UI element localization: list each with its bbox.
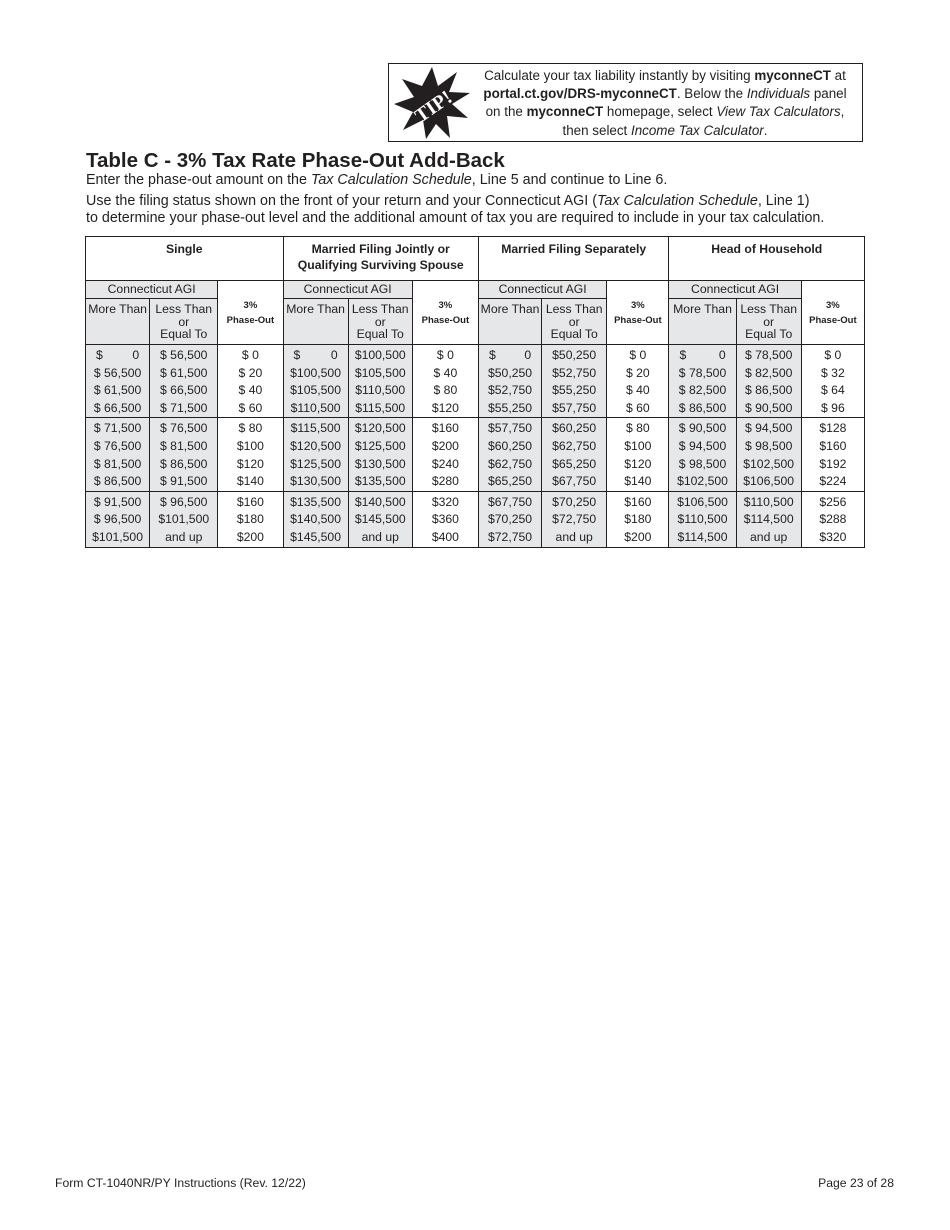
more-than-cell: $57,750 bbox=[478, 418, 541, 438]
more-than-cell: $ 71,500 bbox=[86, 418, 150, 438]
intro-paragraph-1: Enter the phase-out amount on the Tax Calculation Schedule, Line 5 and continue to Line 6. bbox=[86, 172, 668, 188]
tip-starburst-icon bbox=[393, 66, 471, 140]
less-than-cell: $ 86,500 bbox=[150, 456, 218, 474]
phase-out-cell: $360 bbox=[412, 511, 478, 529]
phase-out-cell: $160 bbox=[412, 418, 478, 438]
less-than-cell: $67,750 bbox=[542, 473, 607, 491]
phase-out-cell: $ 60 bbox=[607, 400, 669, 418]
less-than-cell: $106,500 bbox=[736, 473, 801, 491]
more-than-header: More Than bbox=[478, 299, 541, 345]
phase-out-cell: $ 40 bbox=[218, 382, 283, 400]
more-than-cell: $101,500 bbox=[86, 529, 150, 547]
more-than-cell: $60,250 bbox=[478, 438, 541, 456]
less-than-cell: and up bbox=[348, 529, 412, 547]
footer-form-id: Form CT-1040NR/PY Instructions (Rev. 12/22) bbox=[55, 1176, 306, 1190]
table-row bbox=[86, 365, 865, 383]
less-than-cell: $60,250 bbox=[542, 418, 607, 438]
phase-out-cell: $200 bbox=[218, 529, 283, 547]
phase-out-cell: $ 0 bbox=[607, 345, 669, 365]
more-than-cell: $ 66,500 bbox=[86, 400, 150, 418]
less-than-cell: $110,500 bbox=[736, 491, 801, 511]
less-than-header: Less Than or Equal To bbox=[736, 299, 801, 345]
less-than-cell: $ 91,500 bbox=[150, 473, 218, 491]
more-than-cell: $110,500 bbox=[669, 511, 736, 529]
phase-out-cell: $200 bbox=[607, 529, 669, 547]
less-than-cell: $ 82,500 bbox=[736, 365, 801, 383]
phase-out-cell: $200 bbox=[412, 438, 478, 456]
agi-label: Connecticut AGI bbox=[669, 281, 801, 299]
less-than-cell: $ 81,500 bbox=[150, 438, 218, 456]
phase-out-cell: $400 bbox=[412, 529, 478, 547]
less-than-header: Less Than or Equal To bbox=[348, 299, 412, 345]
less-than-cell: $ 76,500 bbox=[150, 418, 218, 438]
tip-text: Calculate your tax liability instantly by visiting myconneCT at portal.ct.gov/DRS-myconneCT. Below the Individuals panel on the myconneCT homepage, select View Tax Calculators, then select Income Tax Calculator. bbox=[483, 68, 847, 138]
more-than-cell: $ 78,500 bbox=[669, 365, 736, 383]
more-than-cell: $55,250 bbox=[478, 400, 541, 418]
less-than-cell: $55,250 bbox=[542, 382, 607, 400]
less-than-cell: $62,750 bbox=[542, 438, 607, 456]
agi-label: Connecticut AGI bbox=[478, 281, 606, 299]
more-than-header: More Than bbox=[283, 299, 348, 345]
table-row bbox=[86, 345, 865, 365]
agi-label: Connecticut AGI bbox=[283, 281, 412, 299]
more-than-cell: $ 81,500 bbox=[86, 456, 150, 474]
phase-out-cell: $120 bbox=[218, 456, 283, 474]
phase-out-cell: $ 40 bbox=[607, 382, 669, 400]
less-than-cell: $ 66,500 bbox=[150, 382, 218, 400]
group-header-single: Single bbox=[86, 237, 284, 281]
more-than-cell: $ 0 bbox=[478, 345, 541, 365]
more-than-cell: $125,500 bbox=[283, 456, 348, 474]
more-than-cell: $ 0 bbox=[283, 345, 348, 365]
phase-out-cell: $224 bbox=[801, 473, 864, 491]
table-row bbox=[86, 491, 865, 511]
page-title: Table C - 3% Tax Rate Phase-Out Add-Back bbox=[86, 149, 505, 172]
table-row bbox=[86, 529, 865, 547]
phase-out-cell: $ 80 bbox=[218, 418, 283, 438]
less-than-cell: $120,500 bbox=[348, 418, 412, 438]
less-than-cell: $115,500 bbox=[348, 400, 412, 418]
less-than-cell: $ 96,500 bbox=[150, 491, 218, 511]
phase-out-header: 3% Phase-Out bbox=[218, 281, 283, 345]
less-than-cell: $100,500 bbox=[348, 345, 412, 365]
more-than-cell: $ 86,500 bbox=[86, 473, 150, 491]
less-than-cell: $72,750 bbox=[542, 511, 607, 529]
less-than-cell: $140,500 bbox=[348, 491, 412, 511]
less-than-cell: $ 61,500 bbox=[150, 365, 218, 383]
phase-out-cell: $ 40 bbox=[412, 365, 478, 383]
more-than-cell: $ 94,500 bbox=[669, 438, 736, 456]
phase-out-cell: $ 96 bbox=[801, 400, 864, 418]
more-than-cell: $ 56,500 bbox=[86, 365, 150, 383]
phase-out-cell: $ 80 bbox=[412, 382, 478, 400]
phase-out-cell: $320 bbox=[801, 529, 864, 547]
phase-out-cell: $180 bbox=[607, 511, 669, 529]
phase-out-cell: $288 bbox=[801, 511, 864, 529]
phase-out-cell: $ 0 bbox=[412, 345, 478, 365]
less-than-cell: and up bbox=[150, 529, 218, 547]
less-than-cell: $102,500 bbox=[736, 456, 801, 474]
group-header-mfj: Married Filing Jointly or Qualifying Surviving Spouse bbox=[283, 237, 478, 281]
less-than-cell: $110,500 bbox=[348, 382, 412, 400]
tip-badge-text: TIP! bbox=[410, 86, 457, 128]
intro-text bbox=[86, 172, 876, 228]
more-than-cell: $145,500 bbox=[283, 529, 348, 547]
table-body bbox=[86, 345, 865, 548]
less-than-cell: $ 86,500 bbox=[736, 382, 801, 400]
more-than-cell: $105,500 bbox=[283, 382, 348, 400]
phase-out-cell: $140 bbox=[607, 473, 669, 491]
phase-out-cell: $ 20 bbox=[218, 365, 283, 383]
more-than-cell: $135,500 bbox=[283, 491, 348, 511]
less-than-cell: $114,500 bbox=[736, 511, 801, 529]
more-than-cell: $67,750 bbox=[478, 491, 541, 511]
less-than-cell: $52,750 bbox=[542, 365, 607, 383]
phase-out-cell: $240 bbox=[412, 456, 478, 474]
phase-out-cell: $180 bbox=[218, 511, 283, 529]
less-than-cell: $ 98,500 bbox=[736, 438, 801, 456]
table-row bbox=[86, 400, 865, 418]
phase-out-header: 3% Phase-Out bbox=[801, 281, 864, 345]
agi-label: Connecticut AGI bbox=[86, 281, 218, 299]
table-row bbox=[86, 418, 865, 438]
more-than-header: More Than bbox=[669, 299, 736, 345]
more-than-cell: $65,250 bbox=[478, 473, 541, 491]
more-than-cell: $ 0 bbox=[669, 345, 736, 365]
phase-out-cell: $ 0 bbox=[218, 345, 283, 365]
more-than-cell: $102,500 bbox=[669, 473, 736, 491]
more-than-cell: $115,500 bbox=[283, 418, 348, 438]
more-than-cell: $106,500 bbox=[669, 491, 736, 511]
phase-out-cell: $128 bbox=[801, 418, 864, 438]
more-than-cell: $ 76,500 bbox=[86, 438, 150, 456]
more-than-cell: $100,500 bbox=[283, 365, 348, 383]
more-than-cell: $114,500 bbox=[669, 529, 736, 547]
less-than-cell: $101,500 bbox=[150, 511, 218, 529]
group-header-row bbox=[86, 237, 865, 281]
less-than-cell: $70,250 bbox=[542, 491, 607, 511]
phase-out-cell: $ 80 bbox=[607, 418, 669, 438]
more-than-header: More Than bbox=[86, 299, 150, 345]
more-than-cell: $110,500 bbox=[283, 400, 348, 418]
phase-out-cell: $ 32 bbox=[801, 365, 864, 383]
phase-out-cell: $192 bbox=[801, 456, 864, 474]
less-than-cell: $ 56,500 bbox=[150, 345, 218, 365]
agi-header-row bbox=[86, 281, 865, 299]
phase-out-cell: $100 bbox=[218, 438, 283, 456]
intro-paragraph-2: Use the filing status shown on the front of your return and your Connecticut AGI (Tax Calculation Schedule, Line 1) to determine your phase-out level and the additional amount of tax you are required to include in your tax calculation. bbox=[86, 192, 825, 226]
more-than-cell: $ 98,500 bbox=[669, 456, 736, 474]
more-than-cell: $ 61,500 bbox=[86, 382, 150, 400]
less-than-cell: $65,250 bbox=[542, 456, 607, 474]
phase-out-cell: $320 bbox=[412, 491, 478, 511]
more-than-cell: $140,500 bbox=[283, 511, 348, 529]
less-than-cell: $125,500 bbox=[348, 438, 412, 456]
less-than-cell: $ 90,500 bbox=[736, 400, 801, 418]
more-than-cell: $52,750 bbox=[478, 382, 541, 400]
phase-out-cell: $160 bbox=[801, 438, 864, 456]
less-than-cell: and up bbox=[736, 529, 801, 547]
more-than-cell: $50,250 bbox=[478, 365, 541, 383]
more-than-cell: $130,500 bbox=[283, 473, 348, 491]
phase-out-cell: $ 64 bbox=[801, 382, 864, 400]
group-header-mfs: Married Filing Separately bbox=[478, 237, 668, 281]
more-than-cell: $ 96,500 bbox=[86, 511, 150, 529]
phase-out-header: 3% Phase-Out bbox=[412, 281, 478, 345]
phase-out-table bbox=[85, 236, 865, 548]
tip-box bbox=[388, 63, 863, 142]
more-than-cell: $ 91,500 bbox=[86, 491, 150, 511]
less-than-cell: $ 94,500 bbox=[736, 418, 801, 438]
less-than-header: Less Than or Equal To bbox=[542, 299, 607, 345]
phase-out-cell: $120 bbox=[607, 456, 669, 474]
more-than-cell: $72,750 bbox=[478, 529, 541, 547]
less-than-cell: $ 78,500 bbox=[736, 345, 801, 365]
more-than-cell: $ 86,500 bbox=[669, 400, 736, 418]
less-than-cell: $135,500 bbox=[348, 473, 412, 491]
footer-page-number: Page 23 of 28 bbox=[818, 1176, 894, 1190]
phase-out-cell: $160 bbox=[607, 491, 669, 511]
phase-out-cell: $100 bbox=[607, 438, 669, 456]
less-than-header: Less Than or Equal To bbox=[150, 299, 218, 345]
table-row bbox=[86, 438, 865, 456]
phase-out-cell: $ 0 bbox=[801, 345, 864, 365]
more-than-cell: $62,750 bbox=[478, 456, 541, 474]
more-than-cell: $ 82,500 bbox=[669, 382, 736, 400]
table-row bbox=[86, 382, 865, 400]
phase-out-header: 3% Phase-Out bbox=[607, 281, 669, 345]
less-than-cell: $50,250 bbox=[542, 345, 607, 365]
more-than-cell: $ 90,500 bbox=[669, 418, 736, 438]
less-than-cell: $ 71,500 bbox=[150, 400, 218, 418]
phase-out-cell: $ 60 bbox=[218, 400, 283, 418]
more-than-cell: $70,250 bbox=[478, 511, 541, 529]
phase-out-cell: $120 bbox=[412, 400, 478, 418]
phase-out-cell: $160 bbox=[218, 491, 283, 511]
table-row bbox=[86, 456, 865, 474]
group-header-hoh: Head of Household bbox=[669, 237, 865, 281]
phase-out-cell: $256 bbox=[801, 491, 864, 511]
more-than-cell: $ 0 bbox=[86, 345, 150, 365]
phase-out-cell: $280 bbox=[412, 473, 478, 491]
less-than-cell: and up bbox=[542, 529, 607, 547]
table-row bbox=[86, 473, 865, 491]
less-than-cell: $130,500 bbox=[348, 456, 412, 474]
phase-out-cell: $ 20 bbox=[607, 365, 669, 383]
less-than-cell: $57,750 bbox=[542, 400, 607, 418]
less-than-cell: $105,500 bbox=[348, 365, 412, 383]
more-than-cell: $120,500 bbox=[283, 438, 348, 456]
table-row bbox=[86, 511, 865, 529]
phase-out-cell: $140 bbox=[218, 473, 283, 491]
less-than-cell: $145,500 bbox=[348, 511, 412, 529]
